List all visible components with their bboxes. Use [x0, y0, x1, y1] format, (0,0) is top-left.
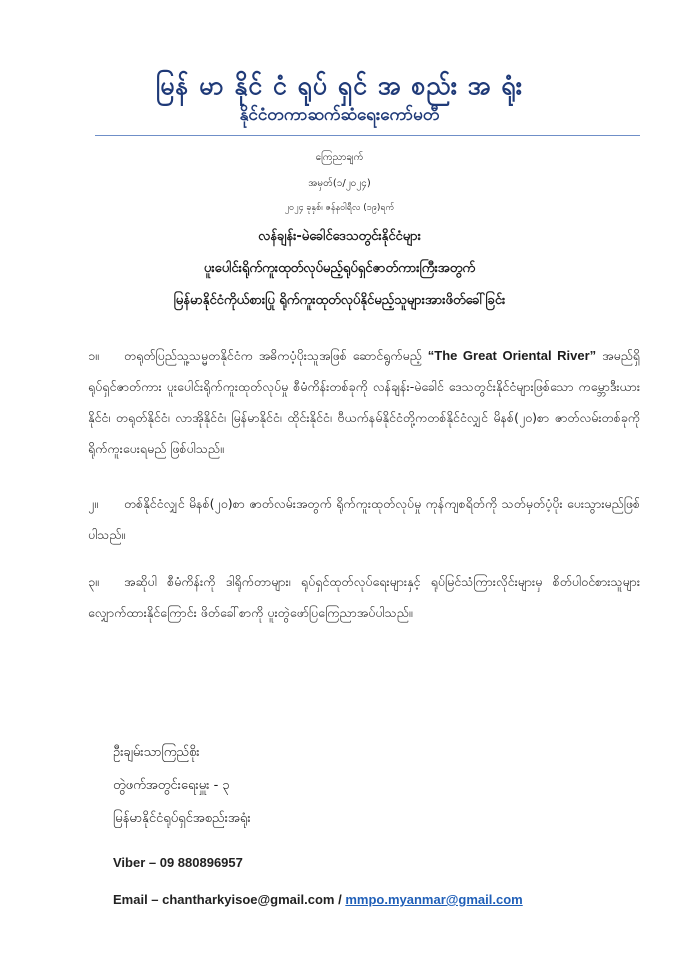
paragraph-1: [88, 340, 640, 464]
header-divider: [95, 135, 640, 136]
email-link[interactable]: mmpo.myanmar@gmail.com: [345, 892, 523, 907]
signatory-position: တွဲဖက်အတွင်းရေးမှူး - ၃: [113, 778, 230, 793]
notice-label: ကြေညာချက်: [315, 152, 364, 163]
paragraph-number: ၂။: [88, 496, 98, 511]
viber-contact: Viber – 09 880896957: [113, 855, 243, 870]
signatory-organization: မြန်မာနိုင်ငံရုပ်ရှင်အစည်းအရုံး: [113, 811, 251, 826]
committee-subtitle: နိုင်ငံတကာဆက်ဆံရေးကော်မတီ: [239, 105, 440, 125]
notice-date: ၂၀၂၄ ခုနှစ်၊ ဇန်နဝါရီလ (၁၉)ရက်: [284, 203, 395, 213]
paragraph-text: တရုတ်ပြည်သူ့သမ္မတနိုင်ငံက အဓိကပံ့ပိုးသူအဖြစ် ဆောင်ရွက်မည့်: [124, 348, 428, 363]
subject-line: ပူးပေါင်းရိုက်ကူးထုတ်လုပ်မည့်ရုပ်ရှင်ဇာတ်ကားကြီးအတွက်: [203, 261, 476, 276]
paragraph-number: ၁။: [88, 348, 99, 363]
paragraph-text: အမည်ရှိ ရုပ်ရှင်ဇာတ်ကား ပူးပေါင်းရိုက်ကူးထုတ်လုပ်မှု စီမံကိန်းတစ်ခုကို လန်ချန်း-မဲခေါင် ဒေသတွင်းနိုင်ငံများဖြစ်သော ကမ္ဘောဒီးယားနိုင်ငံ၊ တရုတ်နိုင်ငံ၊ လာအိုနိုင်ငံ၊ မြန်မာနိုင်ငံ၊ ထိုင်းနိုင်ငံ၊ ဗီယက်နမ်နိုင်ငံတို့ကတစ်နိုင်ငံလျှင် မိနစ်(၂၀)စာ ဇာတ်လမ်းတစ်ခုကို ရိုက်ကူးပေးရမည် ဖြစ်ပါသည်။: [88, 348, 640, 456]
paragraph-text: တစ်နိုင်ငံလျှင် မိနစ်(၂၀)စာ ဇာတ်လမ်းအတွက် ရိုက်ကူးထုတ်လုပ်မှု ကုန်ကျစရိတ်ကို သတ်မှတ်ပံ့ပိုး ပေးသွားမည်ဖြစ်ပါသည်။: [88, 496, 640, 542]
paragraph-text: အဆိုပါ စီမံကိန်းကို ဒါရိုက်တာများ၊ ရုပ်ရှင်ထုတ်လုပ်ရေးများနှင့် ရုပ်မြင်သံကြားလိုင်းများမှ စိတ်ပါဝင်စားသူများ လျှောက်ထားနိုင်ကြောင်း ဖိတ်ခေါ်စာကို ပူးတွဲဖော်ပြကြေညာအပ်ပါသည်။: [88, 574, 640, 620]
organization-title: မြန် မာ နိုင် ငံ ရုပ် ရှင် အ စည်း အ ရုံး: [156, 71, 523, 100]
subject-line: မြန်မာနိုင်ငံကိုယ်စားပြု ရိုက်ကူးထုတ်လုပ်နိုင်မည့်သူများအားဖိတ်ခေါ်ခြင်း: [173, 293, 506, 308]
film-title: “The Great Oriental River”: [427, 348, 597, 363]
paragraph-3: [88, 566, 640, 628]
email-contact: [113, 892, 523, 907]
email-label: Email – chantharkyisoe@gmail.com /: [113, 892, 346, 907]
notice-number: အမှတ်(၁/၂၀၂၄): [308, 178, 371, 189]
subject-line: လန်ချန်း-မဲခေါင်ဒေသတွင်းနိုင်ငံများ: [258, 229, 421, 244]
paragraph-2: [88, 488, 640, 550]
signatory-name: ဦးချမ်းသာကြည်စိုး: [113, 745, 200, 760]
paragraph-number: ၃။: [88, 574, 99, 589]
